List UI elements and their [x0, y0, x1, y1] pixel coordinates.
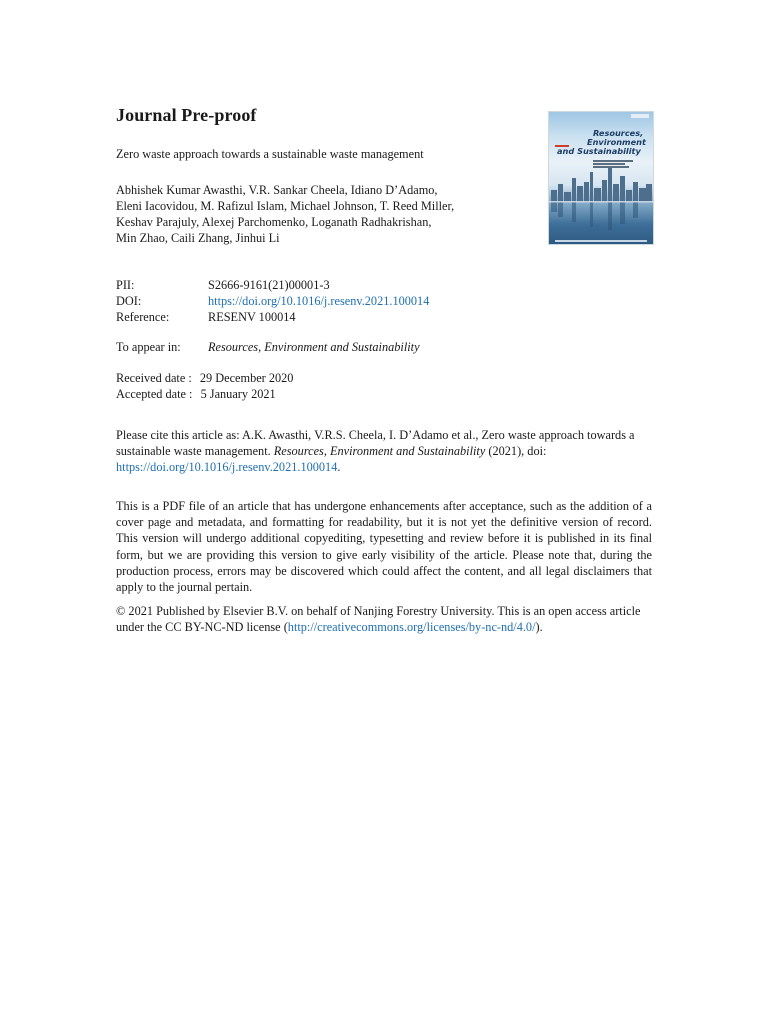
author-line: Keshav Parajuly, Alexej Parchomenko, Loganath Radhakrishan, [116, 215, 432, 229]
doi-row [116, 293, 429, 309]
doi-link[interactable]: https://doi.org/10.1016/j.resenv.2021.100014 [208, 294, 430, 308]
reference-label: Reference: [116, 310, 170, 324]
cover-journal-title: Environment [587, 137, 646, 147]
citation-doi-link[interactable]: https://doi.org/10.1016/j.resenv.2021.100014 [116, 460, 338, 475]
journal-preproof-heading: Journal Pre-proof [116, 105, 257, 125]
appear-label: To appear in: [116, 340, 181, 354]
reference-row [116, 309, 429, 325]
license-paragraph [116, 603, 652, 635]
appear-journal: Resources, Environment and Sustainability [208, 340, 420, 354]
citation-journal: Resources, Environment and Sustainability [273, 444, 486, 459]
pii-value: S2666-9161(21)00001-3 [208, 278, 330, 292]
received-value: 29 December 2020 [199, 371, 294, 385]
author-line: Min Zhao, Caili Zhang, Jinhui Li [116, 231, 280, 245]
appear-in-row [116, 340, 420, 355]
license-suffix: ). [535, 620, 543, 635]
cover-subtitle-lines [593, 160, 633, 168]
pii-label: PII: [116, 278, 135, 292]
reference-value: RESENV 100014 [208, 310, 296, 324]
citation-paragraph [116, 427, 652, 476]
journal-cover-image [548, 111, 654, 245]
article-title: Zero waste approach towards a sustainable waste management [116, 147, 424, 161]
accepted-value: 5 January 2021 [200, 387, 276, 401]
author-list [116, 182, 536, 246]
author-line: Abhishek Kumar Awasthi, V.R. Sankar Cheela, Idiano D’Adamo, [116, 183, 438, 197]
accepted-row [116, 386, 293, 402]
received-label: Received date : [116, 371, 192, 385]
citation-year-doi: (2021), doi: [488, 444, 547, 459]
doi-label: DOI: [116, 294, 142, 308]
received-row [116, 370, 293, 386]
citation-text: Please cite this article as: A.K. Awasthi, V.R.S. Cheela, I. D’Adamo et al., Zero waste approach towards a sustainable waste management. [116, 428, 635, 459]
license-text: © 2021 Published by Elsevier B.V. on behalf of Nanjing Forestry University. This is an open access article under the CC BY-NC-ND license ( [116, 604, 641, 635]
dates-block [116, 370, 293, 402]
cover-footer-line [555, 240, 647, 242]
cover-journal-title: and Sustainability [557, 146, 641, 156]
accepted-label: Accepted date : [116, 387, 193, 401]
notice-paragraph: This is a PDF file of an article that has undergone enhancements after acceptance, such as the addition of a cover page and metadata, and formatting for readability, but it is not yet the definitive version of record. This version will undergo additional copyediting, typesetting and review before it is published in its final form, but we are providing this version to give early visibility of the article. Please note that, during the production process, errors may be discovered which could affect the content, and all legal disclaimers that apply to the journal pertain. [116, 499, 652, 595]
cover-issn-block [631, 114, 649, 118]
cover-journal-title: Resources, [593, 128, 644, 138]
pii-row [116, 277, 429, 293]
author-line: Eleni Iacovidou, M. Rafizul Islam, Michael Johnson, T. Reed Miller, [116, 199, 455, 213]
license-link[interactable]: http://creativecommons.org/licenses/by-nc-nd/4.0/ [287, 620, 536, 635]
article-identifiers [116, 277, 429, 325]
citation-suffix: . [337, 460, 341, 475]
